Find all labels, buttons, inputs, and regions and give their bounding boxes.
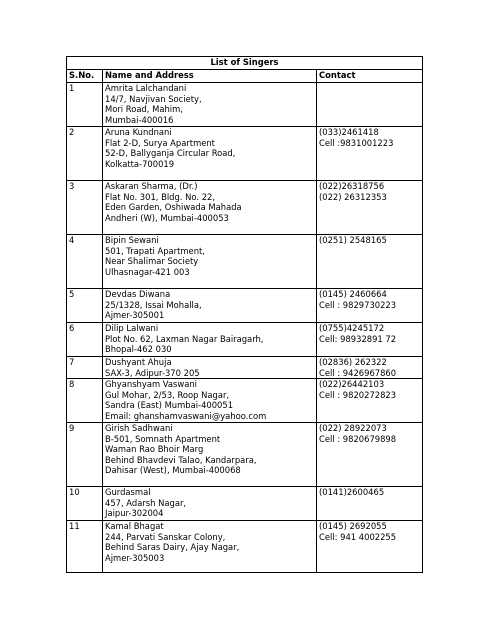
row-sno: 10 [67, 487, 103, 521]
table-row [67, 181, 423, 235]
row-contact [317, 289, 423, 323]
row-sno: 5 [67, 289, 103, 323]
address-line: Flat No. 301, Bldg. No. 22, [105, 191, 216, 202]
header-sno: S.No. [67, 70, 103, 83]
address-line: Email: ghanshamvaswani@yahoo.com [105, 410, 267, 421]
singer-name: Girish Sadhwani [105, 423, 173, 433]
singer-name: Amrita Lalchandani [105, 83, 187, 93]
row-name-address [103, 181, 317, 235]
address-line: Plot No. 62, Laxman Nagar Bairagarh, [105, 333, 264, 344]
address-line: Ulhasnagar-421 003 [105, 266, 190, 277]
address-line: Dahisar (West), Mumbai-400068 [105, 465, 241, 475]
singer-name: Bipin Sewani [105, 235, 159, 245]
row-name-address [103, 357, 317, 379]
header-contact: Contact [317, 70, 423, 83]
row-name-address [103, 83, 317, 127]
address-line: Kolkatta-700019 [105, 158, 175, 169]
contact-line: Cell : 9829730223 [319, 299, 397, 310]
contact-line: Cell : 9820679898 [319, 433, 397, 444]
row-name-address [103, 423, 317, 487]
row-sno: 3 [67, 181, 103, 235]
contact-line: Cell : 9426967860 [319, 367, 397, 378]
address-line: Near Shalimar Society [105, 256, 199, 266]
contact-line: (0251) 2548165 [319, 235, 387, 245]
contact-line: (02836) 262322 [319, 357, 387, 367]
address-line: Eden Garden, Oshiwada Mahada [105, 202, 242, 212]
contact-line: (0755)4245172 [319, 323, 385, 333]
row-sno: 11 [67, 521, 103, 573]
address-line: Flat 2-D, Surya Apartment [105, 137, 215, 148]
row-contact [317, 423, 423, 487]
header-name-address: Name and Address [103, 70, 317, 83]
document-title: List of Singers [67, 57, 423, 70]
address-line: SAX-3, Adipur-370 205 [105, 367, 200, 378]
row-contact [317, 127, 423, 181]
address-line: 457, Adarsh Nagar, [105, 497, 187, 508]
address-line: Ajmer-305001 [105, 310, 165, 320]
row-name-address [103, 235, 317, 289]
contact-line: (0141)2600465 [319, 487, 385, 497]
singer-name: Kamal Bhagat [105, 521, 164, 531]
row-contact [317, 181, 423, 235]
row-sno: 2 [67, 127, 103, 181]
table-row [67, 379, 423, 423]
address-line: B-501, Somnath Apartment [105, 433, 221, 444]
row-contact [317, 379, 423, 423]
contact-line: Cell :9831001223 [319, 137, 394, 148]
row-name-address [103, 521, 317, 573]
table-row [67, 289, 423, 323]
row-contact [317, 487, 423, 521]
contact-line: (0145) 2692055 [319, 521, 387, 531]
singers-table [66, 56, 423, 573]
address-line: Behind Bhavdevi Talao, Kandarpara, [105, 454, 257, 465]
singer-name: Devdas Diwana [105, 289, 171, 299]
singer-name: Dushyant Ahuja [105, 357, 172, 367]
address-line: Bhopal-462 030 [105, 344, 172, 354]
address-line: Jaipur-302004 [105, 508, 164, 518]
singer-name: Aruna Kundnani [105, 127, 172, 137]
table-row [67, 83, 423, 127]
address-line: 501, Trapati Apartment, [105, 245, 205, 256]
address-line: 14/7, Navjivan Society, [105, 93, 202, 104]
row-contact [317, 323, 423, 357]
row-contact [317, 235, 423, 289]
address-line: 25/1328, Issai Mohalla, [105, 299, 202, 310]
row-name-address [103, 323, 317, 357]
header-row [67, 70, 423, 83]
address-line: Mumbai-400016 [105, 114, 174, 125]
contact-line: (0145) 2460664 [319, 289, 387, 299]
row-name-address [103, 487, 317, 521]
address-line: Sandra (East) Mumbai-400051 [105, 400, 234, 410]
row-sno: 6 [67, 323, 103, 357]
singer-name: Askaran Sharma, (Dr.) [105, 181, 198, 191]
table-row [67, 521, 423, 573]
singer-name: Gurdasmal [105, 487, 151, 497]
address-line: Behind Saras Dairy, Ajay Nagar, [105, 542, 240, 552]
contact-line: (022)26442103 [319, 379, 385, 389]
address-line: Waman Rao Bhoir Marg [105, 444, 204, 454]
table-row [67, 487, 423, 521]
row-contact [317, 521, 423, 573]
contact-line: (022)26318756 [319, 181, 385, 191]
row-sno: 9 [67, 423, 103, 487]
row-contact [317, 83, 423, 127]
address-line: Andheri (W), Mumbai-400053 [105, 212, 229, 223]
contact-line: Cell: 98932891 72 [319, 333, 397, 344]
row-sno: 4 [67, 235, 103, 289]
address-line: Gul Mohar, 2/53, Roop Nagar, [105, 389, 230, 400]
table-row [67, 323, 423, 357]
singer-name: Dilip Lalwani [105, 323, 159, 333]
row-name-address [103, 127, 317, 181]
table-row [67, 127, 423, 181]
row-name-address [103, 379, 317, 423]
address-line: 244, Parvati Sanskar Colony, [105, 531, 226, 542]
row-name-address [103, 289, 317, 323]
contact-line: (033)2461418 [319, 127, 379, 137]
address-line: Ajmer-305003 [105, 552, 165, 563]
contact-line: (022) 26312353 [319, 191, 387, 202]
address-line: Mori Road, Mahim, [105, 104, 183, 114]
contact-line: Cell : 9820272823 [319, 389, 397, 400]
table-row [67, 235, 423, 289]
row-sno: 8 [67, 379, 103, 423]
row-sno: 1 [67, 83, 103, 127]
contact-line: Cell: 941 4002255 [319, 531, 397, 542]
table-row [67, 423, 423, 487]
singers-table-body [67, 57, 423, 573]
title-row [67, 57, 423, 70]
table-row [67, 357, 423, 379]
address-line: 52-D, Ballyganja Circular Road, [105, 148, 236, 158]
singer-name: Ghyanshyam Vaswani [105, 379, 197, 389]
row-sno: 7 [67, 357, 103, 379]
row-contact [317, 357, 423, 379]
contact-line: (022) 28922073 [319, 423, 387, 433]
